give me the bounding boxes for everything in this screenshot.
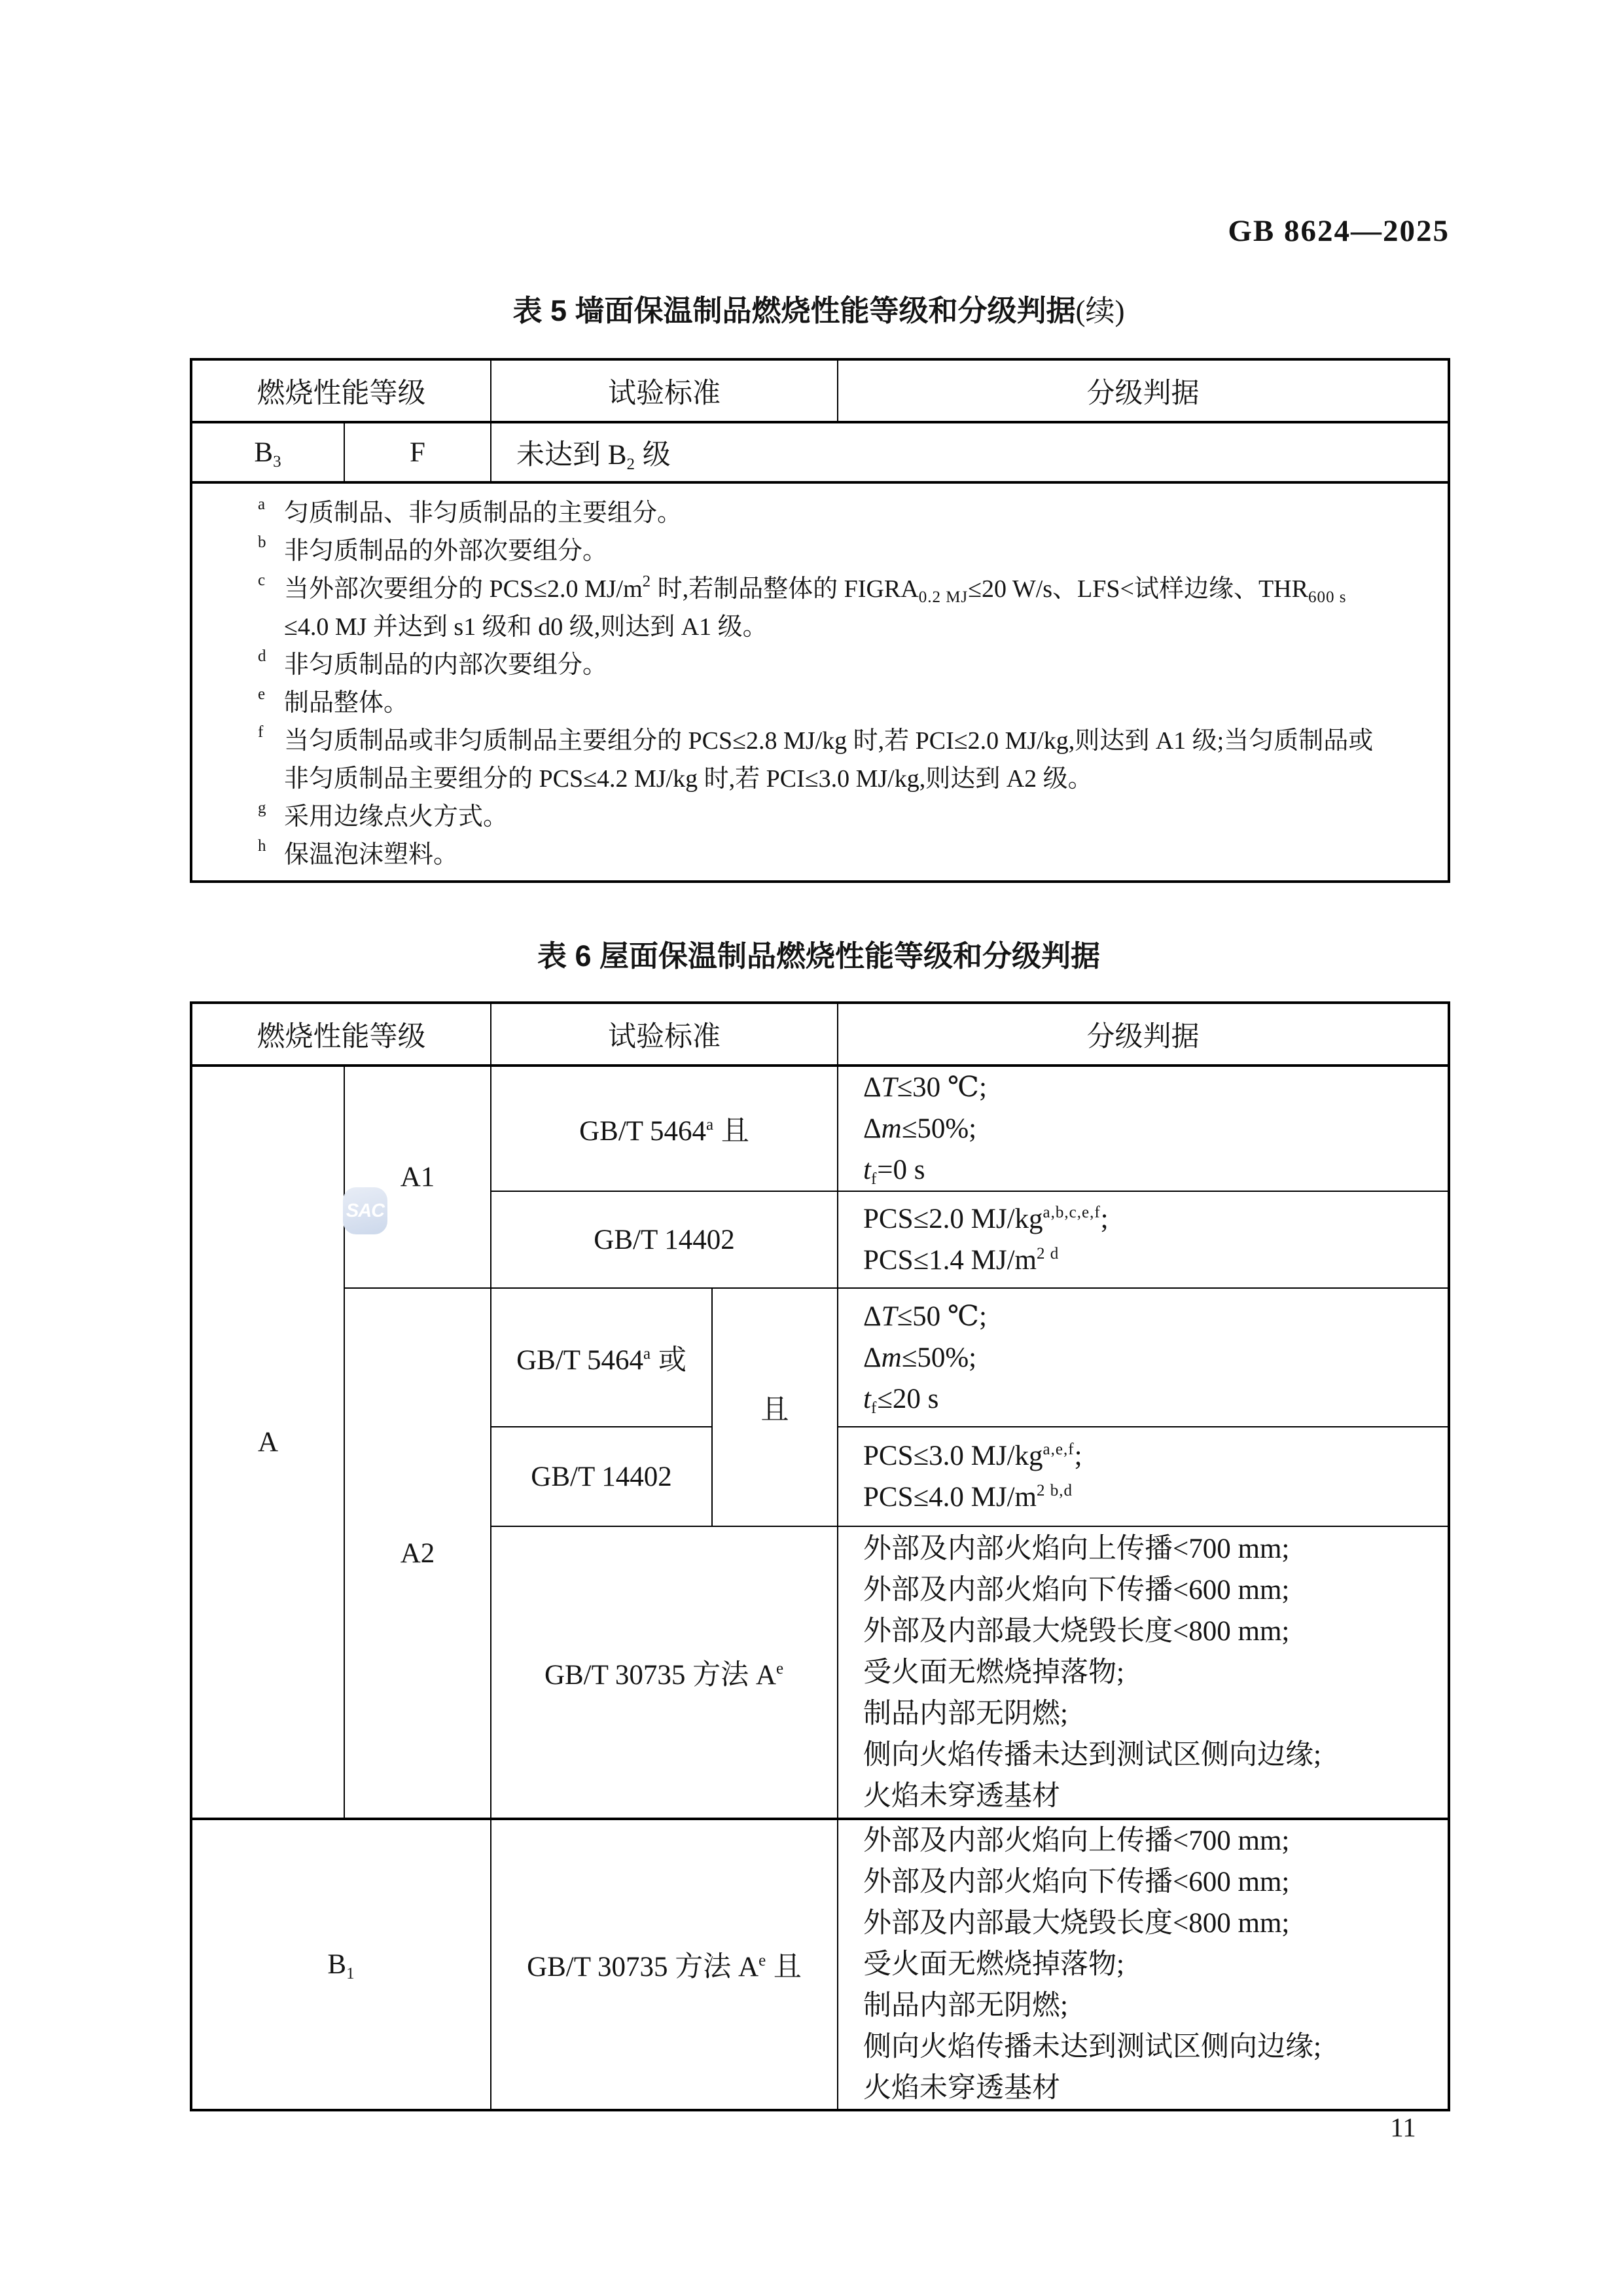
criteria-line: 侧向火焰传播未达到测试区侧向边缘; <box>863 2032 1321 2062</box>
footnotes-cell <box>191 482 1449 882</box>
criteria-line: 制品内部无阴燃; <box>863 1990 1068 2021</box>
footnote-line-f1: f 当匀质制品或非匀质制品主要组分的 PCS≤2.8 MJ/kg 时,若 PCI≤2.0 MJ/kg,则达到 A1 级;当匀质制品或 <box>258 723 1374 755</box>
criteria-line: 火焰未穿透基材 <box>863 2073 1060 2104</box>
table5-title-continued-suffix: (续) <box>1075 295 1125 327</box>
footnote-text: 制品整体。 <box>284 689 409 717</box>
criteria-line: ΔT≤30 ℃; <box>863 1072 987 1103</box>
criteria-cell-a1-14402 <box>838 1191 1449 1288</box>
table6-roof-insulation <box>190 1001 1450 2111</box>
criteria-line: 侧向火焰传播未达到测试区侧向边缘; <box>863 1739 1321 1770</box>
standard-number: GB 8624—2025 <box>1228 214 1450 248</box>
table6-row-a2-5464 <box>191 1288 1449 1427</box>
test-standard-cell-a2-14402: GB/T 14402 <box>491 1427 712 1526</box>
table6-column-header-criteria: 分级判据 <box>838 1003 1449 1066</box>
criteria-line: 外部及内部最大烧毁长度<800 mm; <box>863 1615 1290 1647</box>
table6-row-b1 <box>191 1819 1449 2110</box>
table5-row-b3 <box>191 422 1449 482</box>
grade-b1-cell: $B_1$ <box>191 1819 491 2110</box>
criteria-line: 外部及内部火焰向上传播<700 mm; <box>863 1533 1290 1564</box>
table6-title <box>190 932 1448 975</box>
test-standard-cell-b1-30735: GB/T 30735 方法 $A^e$ 且 <box>491 1819 838 2110</box>
table5-header-row <box>191 359 1449 422</box>
grade-a1-cell: A1 <box>344 1066 491 1288</box>
criteria-line: Δm≤50%; <box>863 1342 977 1373</box>
and-conjunction-cell: 且 <box>712 1288 838 1526</box>
criteria-line: 受火面无燃烧掉落物; <box>863 1657 1124 1688</box>
criteria-line: 制品内部无阴燃; <box>863 1698 1068 1729</box>
table5-footnotes-row <box>191 482 1449 882</box>
table6-row-a1-5464 <box>191 1066 1449 1191</box>
criteria-cell-a2-30735 <box>838 1526 1449 1819</box>
criteria-line: Δm≤50%; <box>863 1113 977 1144</box>
footnote-text: 当匀质制品或非匀质制品主要组分的 PCS≤2.8 MJ/kg 时,若 PCI≤2.0 MJ/kg,则达到 A1 级;当匀质制品或 <box>284 727 1374 755</box>
criteria-line: 受火面无燃烧掉落物; <box>863 1949 1124 1980</box>
table6-column-header-grade: 燃烧性能等级 <box>191 1003 491 1066</box>
criteria-b3-cell: 未达到 $B_2$ 级 <box>491 422 1449 482</box>
page-number: 11 <box>1390 2112 1416 2142</box>
test-standard-cell-a1-14402: GB/T 14402 <box>491 1191 838 1288</box>
criteria-line: 外部及内部火焰向下传播<600 mm; <box>863 1574 1290 1605</box>
criteria-line: PCS≤4.0 $MJ/m^{2 b,d}$ <box>863 1482 1073 1513</box>
grade-a2-cell: A2 <box>344 1288 491 1819</box>
footnote-line-b: b 非匀质制品的外部次要组分。 <box>258 533 608 565</box>
table5-column-header-test-standard: 试验标准 <box>491 359 838 422</box>
criteria-line: PCS≤2.0 MJ/kg$^{a,b,c,e,f}$; <box>863 1204 1109 1234</box>
footnote-line-a: a 匀质制品、非匀质制品的主要组分。 <box>258 495 683 527</box>
footnote-text: 非匀质制品主要组分的 PCS≤4.2 MJ/kg 时,若 PCI≤3.0 MJ/kg,则达到 A2 级。 <box>284 765 1093 793</box>
test-standard-cell-a2-30735: GB/T 30735 方法 $A^e$ <box>491 1526 838 1819</box>
criteria-cell-a1-5464 <box>838 1066 1449 1191</box>
table6-header-row <box>191 1003 1449 1066</box>
footnote-line-f2 <box>192 760 1448 798</box>
footnote-text: 保温泡沫塑料。 <box>284 841 459 869</box>
criteria-line: 外部及内部最大烧毁长度<800 mm; <box>863 1908 1290 1939</box>
table6-column-header-test-standard: 试验标准 <box>491 1003 838 1066</box>
footnote-text: 当外部次要组分的 PCS≤2.0 $MJ/m^2$ 时,若制品整体的 $FIGRA_{0.2 MJ}\le 20$ W/s、LFS<试样边缘、$THR_{600 s}$ <box>284 573 1347 606</box>
test-standard-cell-a2-5464: GB/T 5464$^a$ 或 <box>491 1288 712 1427</box>
footnote-line-g: g 采用边缘点火方式。 <box>258 799 508 831</box>
table5-wall-insulation <box>190 358 1450 883</box>
footnote-line-h: h 保温泡沫塑料。 <box>258 837 459 869</box>
criteria-line: 火焰未穿透基材 <box>863 1780 1060 1812</box>
footnote-text: 非匀质制品的外部次要组分。 <box>284 537 608 565</box>
table5-title-text: 表 5 墙面保温制品燃烧性能等级和分级判据 <box>512 294 1076 327</box>
grade-f-cell: F <box>344 422 491 482</box>
sac-watermark-logo: SAC <box>343 1187 387 1234</box>
criteria-cell-b1 <box>838 1819 1449 2110</box>
criteria-line: PCS≤1.4 $MJ/m^{2 d}$ <box>863 1245 1060 1276</box>
criteria-line: 外部及内部火焰向上传播<700 mm; <box>863 1825 1290 1856</box>
criteria-line: $t_f\le 20$ s <box>863 1383 939 1417</box>
criteria-cell-a2-5464 <box>838 1288 1449 1427</box>
test-standard-cell-a1-5464: GB/T 5464$^a$ 且 <box>491 1066 838 1191</box>
footnote-line-c1: c 当外部次要组分的 PCS≤2.0 $MJ/m^2$ 时,若制品整体的 $FIGRA_{0.2 MJ}\le 20$ W/s、LFS<试样边缘、$THR_{600 s}$ <box>258 571 1347 606</box>
footnote-line-d: d 非匀质制品的内部次要组分。 <box>258 647 608 679</box>
table5-title <box>190 287 1448 329</box>
criteria-line: 外部及内部火焰向下传播<600 mm; <box>863 1867 1290 1897</box>
criteria-cell-a2-14402 <box>838 1427 1449 1526</box>
grade-a-cell: A <box>191 1066 344 1819</box>
footnote-text: ≤4.0 MJ 并达到 s1 级和 d0 级,则达到 A1 级。 <box>284 613 768 641</box>
footnote-line-c2 <box>192 608 1448 646</box>
footnote-text: 采用边缘点火方式。 <box>284 803 508 831</box>
criteria-line: ΔT≤50 ℃; <box>863 1300 987 1332</box>
table6-title-text: 表 6 屋面保温制品燃烧性能等级和分级判据 <box>537 939 1101 973</box>
criteria-line: PCS≤3.0 MJ/kg$^{a,e,f}$; <box>863 1441 1082 1471</box>
grade-b3-cell: $B_3$ <box>191 422 344 482</box>
footnote-text: 匀质制品、非匀质制品的主要组分。 <box>284 499 683 527</box>
footnote-line-e: e 制品整体。 <box>258 685 409 717</box>
table5-column-header-criteria: 分级判据 <box>838 359 1449 422</box>
footnote-text: 非匀质制品的内部次要组分。 <box>284 651 608 679</box>
table5-column-header-grade: 燃烧性能等级 <box>191 359 491 422</box>
criteria-line: $t_f=0$ s <box>863 1155 925 1188</box>
